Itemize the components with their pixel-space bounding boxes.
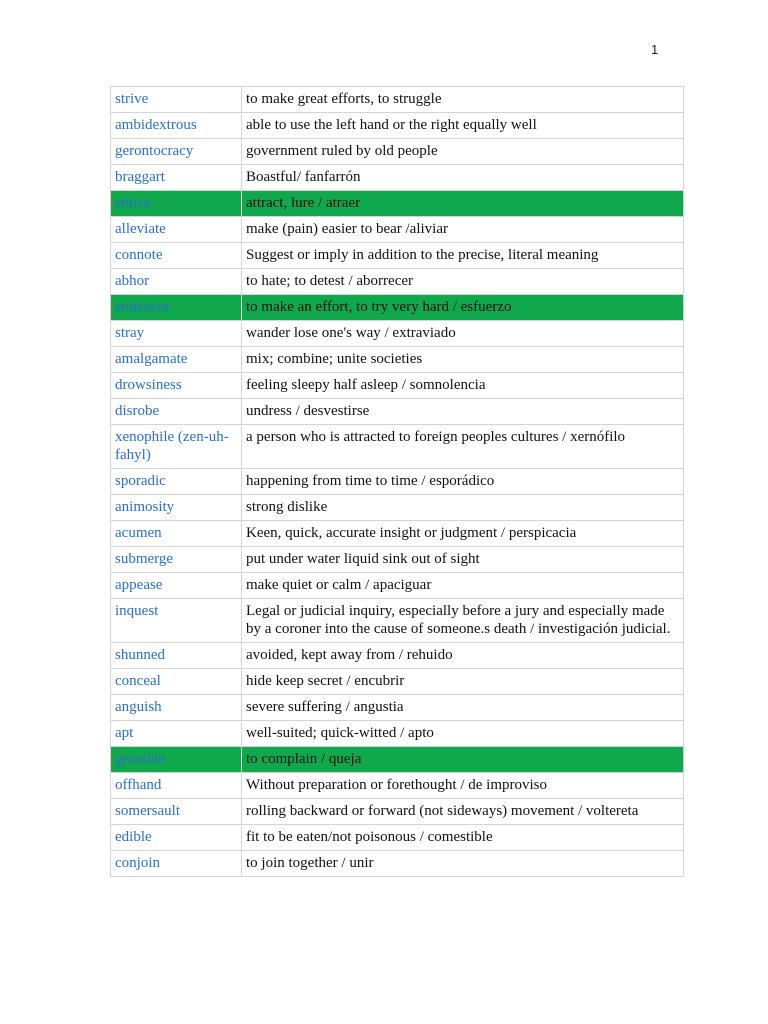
vocab-term: edible	[111, 825, 242, 851]
vocab-term: ambidextrous	[111, 113, 242, 139]
table-row	[111, 399, 684, 425]
table-row	[111, 165, 684, 191]
vocab-term: entice	[111, 191, 242, 217]
table-row	[111, 243, 684, 269]
vocab-definition: Keen, quick, accurate insight or judgment / perspicacia	[242, 521, 684, 547]
table-row	[111, 747, 684, 773]
table-row	[111, 217, 684, 243]
table-row	[111, 851, 684, 877]
vocab-definition: severe suffering / angustia	[242, 695, 684, 721]
vocab-term: connote	[111, 243, 242, 269]
vocab-definition: happening from time to time / esporádico	[242, 469, 684, 495]
vocabulary-table	[110, 86, 684, 877]
table-row	[111, 113, 684, 139]
vocab-term: inquest	[111, 599, 242, 643]
table-row	[111, 347, 684, 373]
table-row	[111, 599, 684, 643]
page-number: 1	[651, 42, 659, 57]
table-row	[111, 191, 684, 217]
vocab-definition: a person who is attracted to foreign peoples cultures / xernófilo	[242, 425, 684, 469]
vocab-definition: make (pain) easier to bear /aliviar	[242, 217, 684, 243]
table-row	[111, 643, 684, 669]
vocab-term: sporadic	[111, 469, 242, 495]
vocab-definition: Suggest or imply in addition to the precise, literal meaning	[242, 243, 684, 269]
vocab-definition: to make an effort, to try very hard / esfuerzo	[242, 295, 684, 321]
table-row	[111, 373, 684, 399]
table-row	[111, 573, 684, 599]
vocab-term: strive	[111, 87, 242, 113]
vocab-definition: undress / desvestirse	[242, 399, 684, 425]
vocab-term: stray	[111, 321, 242, 347]
vocab-term: grumble	[111, 747, 242, 773]
vocab-term: animosity	[111, 495, 242, 521]
vocab-term: submerge	[111, 547, 242, 573]
vocab-definition: to complain / queja	[242, 747, 684, 773]
vocab-term: xenophile (zen-uh-fahyl)	[111, 425, 242, 469]
vocab-definition: make quiet or calm / apaciguar	[242, 573, 684, 599]
table-row	[111, 295, 684, 321]
vocab-definition: hide keep secret / encubrir	[242, 669, 684, 695]
table-row	[111, 521, 684, 547]
table-row	[111, 825, 684, 851]
vocab-definition: to make great efforts, to struggle	[242, 87, 684, 113]
table-row	[111, 425, 684, 469]
table-row	[111, 87, 684, 113]
vocab-definition: wander lose one's way / extraviado	[242, 321, 684, 347]
table-row	[111, 695, 684, 721]
vocab-definition: fit to be eaten/not poisonous / comestible	[242, 825, 684, 851]
vocab-term: anguish	[111, 695, 242, 721]
vocab-definition: rolling backward or forward (not sideways) movement / voltereta	[242, 799, 684, 825]
vocab-definition: to join together / unir	[242, 851, 684, 877]
vocab-term: disrobe	[111, 399, 242, 425]
vocab-definition: Boastful/ fanfarrón	[242, 165, 684, 191]
vocab-term: shunned	[111, 643, 242, 669]
vocab-term: somersault	[111, 799, 242, 825]
table-row	[111, 469, 684, 495]
vocab-term: acumen	[111, 521, 242, 547]
vocab-term: alleviate	[111, 217, 242, 243]
table-row	[111, 773, 684, 799]
table-row	[111, 721, 684, 747]
table-row	[111, 269, 684, 295]
table-row	[111, 547, 684, 573]
vocab-definition: Without preparation or forethought / de improviso	[242, 773, 684, 799]
vocab-term: conjoin	[111, 851, 242, 877]
vocab-definition: to hate; to detest / aborrecer	[242, 269, 684, 295]
vocab-definition: attract, lure / atraer	[242, 191, 684, 217]
vocab-definition: able to use the left hand or the right equally well	[242, 113, 684, 139]
vocab-term: conceal	[111, 669, 242, 695]
vocab-term: apt	[111, 721, 242, 747]
vocab-definition: mix; combine; unite societies	[242, 347, 684, 373]
table-row	[111, 139, 684, 165]
vocab-term: gerontocracy	[111, 139, 242, 165]
vocab-definition: put under water liquid sink out of sight	[242, 547, 684, 573]
table-row	[111, 321, 684, 347]
vocab-definition: Legal or judicial inquiry, especially before a jury and especially made by a coroner into the cause of someone.s death / investigación judicial.	[242, 599, 684, 643]
vocabulary-table-body	[111, 87, 684, 877]
vocab-term: braggart	[111, 165, 242, 191]
vocab-definition: well-suited; quick-witted / apto	[242, 721, 684, 747]
vocab-definition: feeling sleepy half asleep / somnolencia	[242, 373, 684, 399]
table-row	[111, 669, 684, 695]
vocab-term: abhor	[111, 269, 242, 295]
vocab-term: endeavor	[111, 295, 242, 321]
vocab-term: amalgamate	[111, 347, 242, 373]
vocab-term: offhand	[111, 773, 242, 799]
vocab-term: appease	[111, 573, 242, 599]
vocab-term: drowsiness	[111, 373, 242, 399]
vocab-definition: government ruled by old people	[242, 139, 684, 165]
vocab-definition: avoided, kept away from / rehuido	[242, 643, 684, 669]
vocab-definition: strong dislike	[242, 495, 684, 521]
table-row	[111, 799, 684, 825]
table-row	[111, 495, 684, 521]
